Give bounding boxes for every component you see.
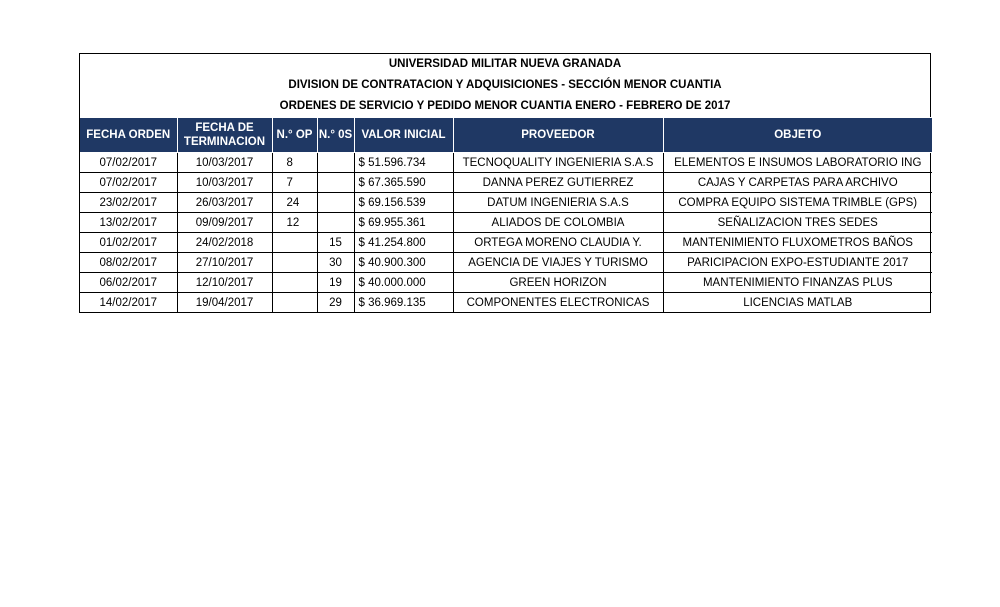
cell-fecha-terminacion: 09/09/2017	[177, 213, 272, 233]
cell-objeto: MANTENIMIENTO FINANZAS PLUS	[663, 273, 932, 293]
cell-objeto: SEÑALIZACION TRES SEDES	[663, 213, 932, 233]
cell-fecha-orden: 14/02/2017	[80, 293, 177, 313]
cell-n-os: 15	[317, 233, 354, 253]
cell-fecha-orden: 08/02/2017	[80, 253, 177, 273]
col-n-op: N.° OP	[272, 118, 317, 153]
cell-fecha-orden: 06/02/2017	[80, 273, 177, 293]
col-fecha-terminacion-line1: FECHA DE	[195, 122, 254, 134]
cell-n-op	[272, 253, 317, 273]
cell-fecha-terminacion: 12/10/2017	[177, 273, 272, 293]
cell-proveedor: ORTEGA MORENO CLAUDIA Y.	[453, 233, 663, 253]
cell-valor-inicial: $ 67.365.590	[354, 173, 453, 193]
cell-n-op	[272, 273, 317, 293]
cell-fecha-orden: 23/02/2017	[80, 193, 177, 213]
cell-valor-inicial: $ 41.254.800	[354, 233, 453, 253]
cell-objeto: MANTENIMIENTO FLUXOMETROS BAÑOS	[663, 233, 932, 253]
institution-title: UNIVERSIDAD MILITAR NUEVA GRANADA	[388, 58, 622, 70]
report-sheet	[79, 53, 931, 313]
table-row	[80, 293, 932, 313]
cell-valor-inicial: $ 51.596.734	[354, 153, 453, 173]
cell-fecha-terminacion: 27/10/2017	[177, 253, 272, 273]
cell-n-os	[317, 193, 354, 213]
cell-proveedor: DANNA PEREZ GUTIERREZ	[453, 173, 663, 193]
table-row	[80, 213, 932, 233]
cell-n-op	[272, 293, 317, 313]
table-row	[80, 193, 932, 213]
col-valor-inicial: VALOR INICIAL	[354, 118, 453, 153]
cell-proveedor: TECNOQUALITY INGENIERIA S.A.S	[453, 153, 663, 173]
cell-proveedor: GREEN HORIZON	[453, 273, 663, 293]
orders-table	[80, 117, 932, 312]
cell-fecha-terminacion: 19/04/2017	[177, 293, 272, 313]
cell-valor-inicial: $ 36.969.135	[354, 293, 453, 313]
cell-proveedor: DATUM INGENIERIA S.A.S	[453, 193, 663, 213]
cell-fecha-orden: 07/02/2017	[80, 173, 177, 193]
cell-n-os: 29	[317, 293, 354, 313]
cell-fecha-terminacion: 24/02/2018	[177, 233, 272, 253]
cell-proveedor: COMPONENTES ELECTRONICAS	[453, 293, 663, 313]
cell-n-op: 8	[272, 153, 317, 173]
cell-fecha-orden: 01/02/2017	[80, 233, 177, 253]
cell-n-op	[272, 233, 317, 253]
cell-n-os	[317, 173, 354, 193]
division-title: DIVISION DE CONTRATACION Y ADQUISICIONES - SECCIÓN MENOR CUANTIA	[288, 79, 722, 91]
cell-valor-inicial: $ 40.900.300	[354, 253, 453, 273]
col-fecha-terminacion	[177, 118, 272, 153]
cell-n-os	[317, 153, 354, 173]
cell-n-op: 12	[272, 213, 317, 233]
cell-fecha-terminacion: 26/03/2017	[177, 193, 272, 213]
cell-n-os	[317, 213, 354, 233]
cell-valor-inicial: $ 69.955.361	[354, 213, 453, 233]
cell-proveedor: ALIADOS DE COLOMBIA	[453, 213, 663, 233]
col-objeto: OBJETO	[663, 118, 932, 153]
cell-n-op: 7	[272, 173, 317, 193]
cell-n-os: 30	[317, 253, 354, 273]
table-row	[80, 253, 932, 273]
cell-fecha-terminacion: 10/03/2017	[177, 173, 272, 193]
col-fecha-terminacion-line2: TERMINACION	[183, 136, 266, 148]
table-row	[80, 153, 932, 173]
table-row	[80, 173, 932, 193]
cell-fecha-terminacion: 10/03/2017	[177, 153, 272, 173]
cell-n-os: 19	[317, 273, 354, 293]
cell-fecha-orden: 07/02/2017	[80, 153, 177, 173]
table-header-row	[80, 118, 932, 153]
cell-objeto: PARICIPACION EXPO-ESTUDIANTE 2017	[663, 253, 932, 273]
cell-valor-inicial: $ 40.000.000	[354, 273, 453, 293]
cell-objeto: ELEMENTOS E INSUMOS LABORATORIO ING	[663, 153, 932, 173]
table-row	[80, 273, 932, 293]
cell-objeto: COMPRA EQUIPO SISTEMA TRIMBLE (GPS)	[663, 193, 932, 213]
cell-n-op: 24	[272, 193, 317, 213]
col-n-os: N.° 0S	[317, 118, 354, 153]
cell-objeto: LICENCIAS MATLAB	[663, 293, 932, 313]
cell-valor-inicial: $ 69.156.539	[354, 193, 453, 213]
cell-objeto: CAJAS Y CARPETAS PARA ARCHIVO	[663, 173, 932, 193]
cell-proveedor: AGENCIA DE VIAJES Y TURISMO	[453, 253, 663, 273]
report-title: ORDENES DE SERVICIO Y PEDIDO MENOR CUANTIA ENERO - FEBRERO DE 2017	[279, 100, 731, 112]
col-fecha-orden: FECHA ORDEN	[80, 118, 177, 153]
cell-fecha-orden: 13/02/2017	[80, 213, 177, 233]
col-proveedor: PROVEEDOR	[453, 118, 663, 153]
table-row	[80, 233, 932, 253]
